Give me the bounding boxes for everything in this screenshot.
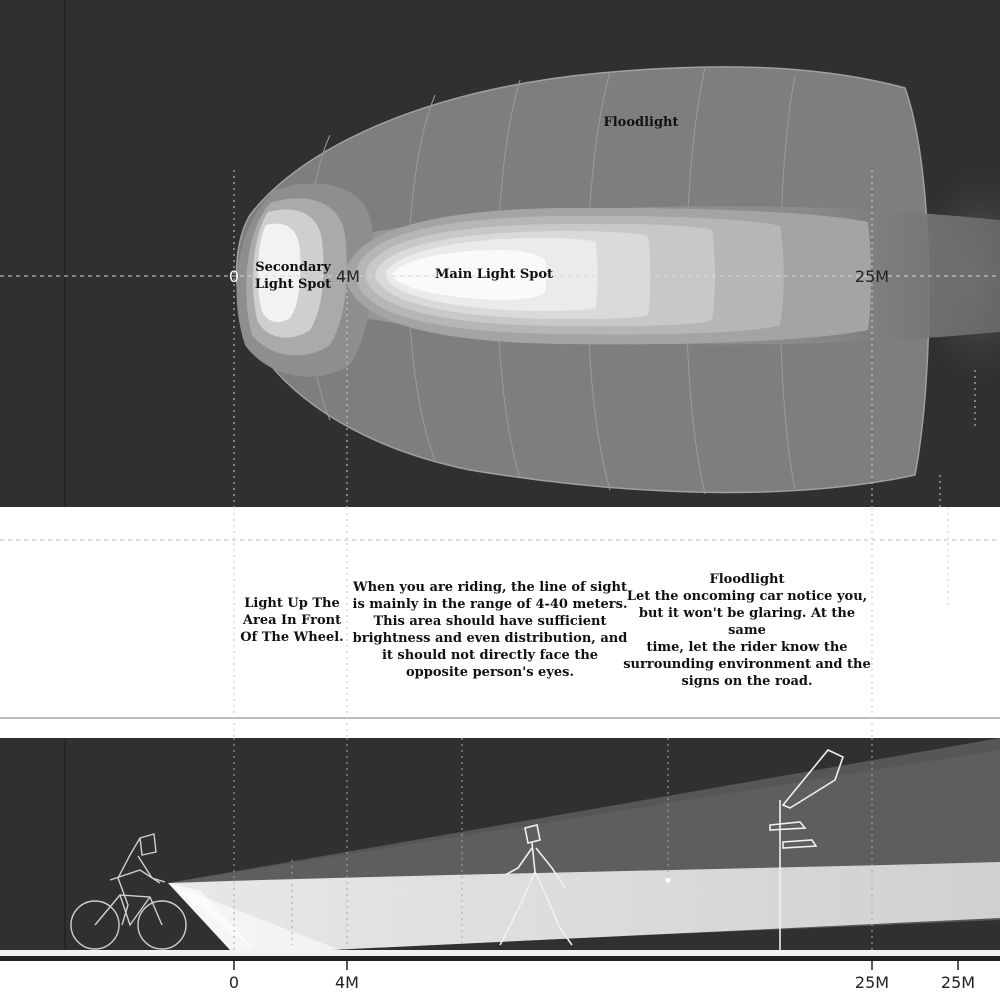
caption-wheel-line: Of The Wheel. bbox=[240, 630, 344, 645]
secondary-label-line2: Light Spot bbox=[254, 277, 332, 292]
axis-label-zero: 0 bbox=[228, 973, 240, 992]
caption-main-line: opposite person's eyes. bbox=[406, 665, 574, 680]
caption-floodlight-title: Floodlight bbox=[709, 572, 785, 587]
caption-floodlight-line: surrounding environment and the bbox=[623, 657, 871, 672]
top-mark-25m: 25M bbox=[854, 267, 890, 286]
caption-wheel-line: Area In Front bbox=[242, 613, 342, 628]
caption-floodlight-line: time, let the rider know the bbox=[646, 640, 848, 655]
secondary-label-line1: Secondary bbox=[255, 260, 331, 275]
caption-floodlight-line: but it won't be glaring. At the same bbox=[638, 606, 856, 638]
top-mark-zero: 0 bbox=[228, 267, 240, 286]
main-spot-label: Main Light Spot bbox=[434, 267, 554, 282]
axis-label-25m-second: 25M bbox=[940, 973, 976, 992]
floodlight-label: Floodlight bbox=[603, 115, 679, 130]
caption-main-line: brightness and even distribution, and bbox=[352, 631, 628, 646]
caption-main-line: is mainly in the range of 4-40 meters. bbox=[352, 597, 628, 612]
caption-floodlight bbox=[622, 571, 872, 690]
caption-main-line: This area should have sufficient bbox=[373, 614, 607, 629]
caption-main-line: When you are riding, the line of sight bbox=[353, 580, 627, 595]
caption-main-spot bbox=[352, 579, 628, 681]
axis-label-4m: 4M bbox=[335, 973, 359, 992]
caption-wheel-line: Light Up The bbox=[244, 596, 340, 611]
caption-wheel bbox=[232, 595, 352, 646]
axis-label-25m: 25M bbox=[854, 973, 890, 992]
caption-main-line: it should not directly face the bbox=[381, 648, 599, 663]
caption-floodlight-line: Let the oncoming car notice you, bbox=[626, 589, 868, 604]
top-mark-4m: 4M bbox=[336, 267, 360, 286]
caption-floodlight-line: signs on the road. bbox=[681, 674, 813, 689]
